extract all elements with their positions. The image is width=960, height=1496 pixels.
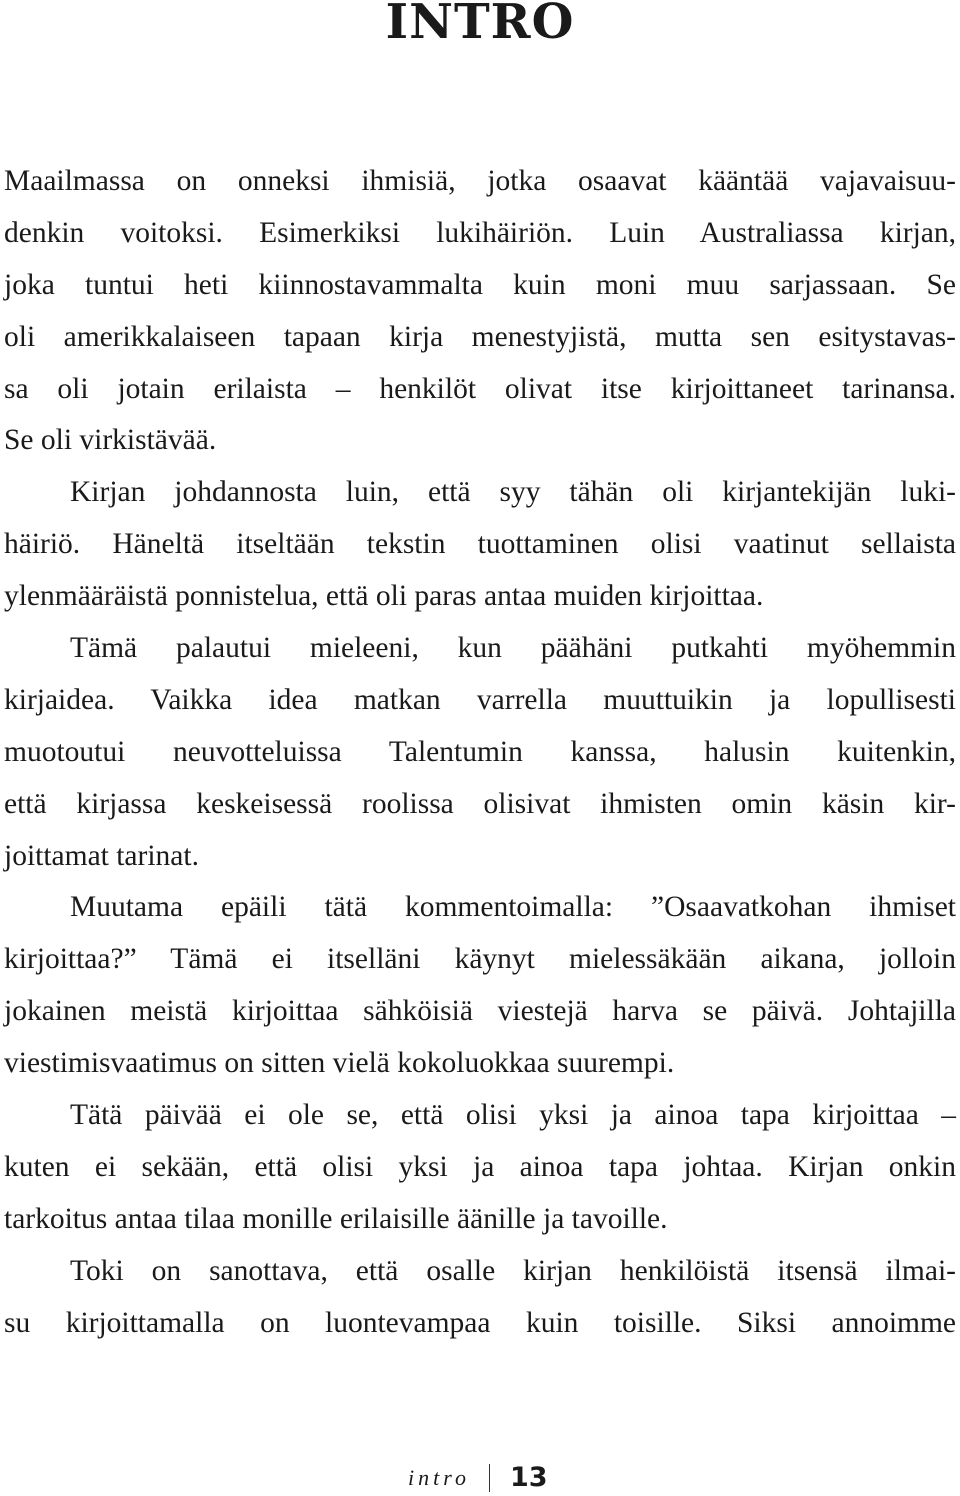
text-line: tarkoitus antaa tilaa monille erilaisille äänille ja tavoille. [4, 1202, 668, 1235]
text-line: jokainen meistä kirjoittaa sähköisiä viestejä harva se päivä. Johtajilla [4, 995, 956, 1028]
text-line: viestimisvaatimus on sitten vielä kokoluokkaa suurempi. [4, 1047, 675, 1080]
page-number: 13 [510, 1462, 548, 1493]
text-line: oli amerikkalaiseen tapaan kirja menestyjistä, mutta sen esitystavas- [4, 320, 956, 353]
text-line: kirjoittaa?” Tämä ei itselläni käynyt mielessäkään aikana, jolloin [4, 943, 956, 976]
text-line: Muutama epäili tätä kommentoimalla: ”Osaavatkohan ihmiset [70, 891, 956, 924]
footer-section-label: intro [408, 1465, 470, 1490]
text-line: Se oli virkistävää. [4, 424, 217, 457]
text-line: että kirjassa keskeisessä roolissa olisivat ihmisten omin käsin kir- [4, 787, 956, 820]
text-line: Toki on sanottava, että osalle kirjan henkilöistä itsensä ilmai- [70, 1254, 956, 1287]
text-line: kirjaidea. Vaikka idea matkan varrella muuttuikin ja lopullisesti [4, 683, 956, 716]
text-line: joka tuntui heti kiinnostavammalta kuin moni muu sarjassaan. Se [4, 268, 956, 301]
text-line: Kirjan johdannosta luin, että syy tähän oli kirjantekijän luki- [70, 476, 956, 509]
text-line: kuten ei sekään, että olisi yksi ja ainoa tapa johtaa. Kirjan onkin [4, 1150, 956, 1183]
text-line: Tämä palautui mieleeni, kun päähäni putkahti myöhemmin [70, 632, 956, 665]
text-line: häiriö. Häneltä itseltään tekstin tuottaminen olisi vaatinut sellaista [4, 528, 956, 561]
text-line: sa oli jotain erilaista – henkilöt olivat itse kirjoittaneet tarinansa. [4, 372, 956, 405]
footer-divider [489, 1464, 490, 1492]
text-line: Tätä päivää ei ole se, että olisi yksi ja ainoa tapa kirjoittaa – [70, 1099, 956, 1132]
text-line: ylenmääräistä ponnistelua, että oli paras antaa muiden kirjoittaa. [4, 580, 764, 613]
body-text [4, 156, 956, 1349]
page-title: INTRO [385, 0, 575, 50]
text-line: Maailmassa on onneksi ihmisiä, jotka osaavat kääntää vajavaisuu- [4, 165, 956, 197]
text-line: muotoutui neuvotteluissa Talentumin kanssa, halusin kuitenkin, [4, 735, 956, 768]
text-line: su kirjoittamalla on luontevampaa kuin toisille. Siksi annoimme [4, 1306, 956, 1339]
text-line: joittamat tarinat. [4, 839, 199, 872]
text-line: denkin voitoksi. Esimerkiksi lukihäiriön. Luin Australiassa kirjan, [4, 216, 956, 249]
page-footer [0, 1462, 960, 1496]
